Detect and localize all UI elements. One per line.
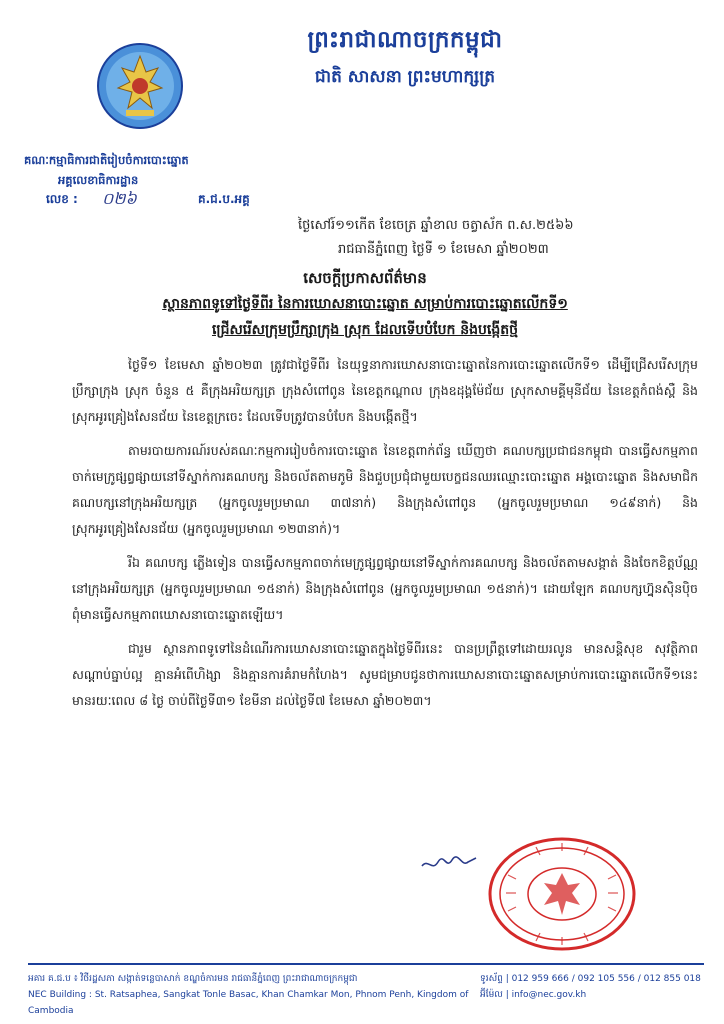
address-english: NEC Building : St. Ratsaphea, Sangkat Tonle Basac, Khan Chamkar Mon, Phnom Penh, Kingdom of Cambodia xyxy=(28,990,469,1016)
date-block xyxy=(298,214,698,262)
announcement-title xyxy=(40,265,690,343)
national-motto: ជាតិ សាសនា ព្រះមហាក្សត្រ xyxy=(314,67,496,87)
paragraph-1: ថ្ងៃទី១ ខែមេសា ឆ្នាំ២០២៣ ត្រូវជាថ្ងៃទីពីរ នៃយុទ្ធនាការឃោសនាបោះឆ្នោតនៃការបោះឆ្នោតលើកទី១ ដើម្បីជ្រើសរើសក្រុមប្រឹក្សាក្រុង ស្រុក ចំនួន ៥ គឺក្រុងអរិយក្សត្រ ក្រុងសំពៅពូន នៃខេត្តកណ្តាល ក្រុងឧដុង្គម៉ែជ័យ ស្រុកសាមគ្គីមុនីជ័យ នៃខេត្តកំពង់ស្ពឺ និងស្រុកអូរគ្រៀងសែនជ័យ នៃខេត្តក្រចេះ ដែលទើបត្រូវបានបំបែក និងបង្កើតថ្មី។ xyxy=(72,357,698,424)
kingdom-title: ព្រះរាជាណាចក្រកម្ពុជា xyxy=(307,27,503,53)
footer-address xyxy=(28,971,498,1019)
official-seal-icon xyxy=(486,835,638,953)
org-name: គណៈកម្មាធិការជាតិរៀបចំការបោះឆ្នោត xyxy=(24,153,189,167)
signature-initials xyxy=(420,854,480,874)
address-khmer: អគារ គ.ជ.ប ៖ វិថីរដ្ឋសភា សង្កាត់ទន្លេបាសាក់ ខណ្ឌចំការមន រាជធានីភ្នំពេញ ព្រះរាជាណាចក្រកម្ពុជា xyxy=(28,974,358,984)
ref-code: គ.ជ.ប.អគ្គ xyxy=(198,192,250,206)
title-line-2: ស្ថានភាពទូទៅថ្ងៃទីពីរ នៃការឃោសនាបោះឆ្នោត សម្រាប់ការបោះឆ្នោតលើកទី១ xyxy=(162,296,568,312)
lunar-date: ថ្ងៃសៅរ៍១១កើត ខែចេត្រ ឆ្នាំខាល ចត្វាស័ក ព.ស.២៥៦៦ xyxy=(298,218,574,233)
ref-label: លេខ : xyxy=(46,192,78,206)
contact-email: អ៊ីម៉ែល | info@nec.gov.kh xyxy=(480,990,587,1000)
contact-phone: ទូរស័ព្ទ | 012 959 666 / 092 105 556 / 012 855 018 xyxy=(480,974,701,984)
paragraph-4: ជារួម ស្ថានភាពទូទៅនៃដំណើរការឃោសនាបោះឆ្នោតក្នុងថ្ងៃទីពីរនេះ បានប្រព្រឹត្តទៅដោយរលូន មានសន្តិសុខ សុវត្ថិភាព សណ្តាប់ធ្នាប់ល្អ គ្មានអំពើហិង្សា និងគ្មានការគំរាមកំហែង។ សូមជម្រាបជូនថាការឃោសនាបោះឆ្នោតសម្រាប់ការបោះឆ្នោតលើកទី១នេះ មានរយៈពេល ៨ ថ្ងៃ ចាប់ពីថ្ងៃទី៣១ ខែមីនា ដល់ថ្ងៃទី៧ ខែមេសា ឆ្នាំ២០២៣។ xyxy=(72,641,698,708)
title-line-3: ជ្រើសរើសក្រុមប្រឹក្សាក្រុង ស្រុក ដែលទើបបំបែក និងបង្កើតថ្មី xyxy=(211,322,519,338)
footer-contact xyxy=(480,971,720,1003)
footer-divider xyxy=(28,963,704,965)
org-department: អគ្គលេខាធិការដ្ឋាន xyxy=(58,173,139,187)
reference-number xyxy=(24,189,284,211)
paragraph-2: តាមរបាយការណ៍របស់គណៈកម្មការរៀបចំការបោះឆ្នោត នៃខេត្តពាក់ព័ន្ធ ឃើញថា គណបក្សប្រជាជនកម្ពុជា បានធ្វើសកម្មភាពចាក់មេក្រូផ្សព្វផ្សាយនៅទីស្នាក់ការគណបក្ស និងចល័តតាមភូមិ និងជួបប្រជុំជាមួយបេក្ខជនឈរឈ្មោះបោះឆ្នោត អង្គបោះឆ្នោត និងសមាជិកគណបក្សនៅក្រុងអរិយក្សត្រ (អ្នកចូលរួមប្រមាណ ៣៧នាក់) និងក្រុងសំពៅពូន (អ្នកចូលរួមប្រមាណ ១៤៩នាក់) និងស្រុកអូរគ្រៀងសែនជ័យ (អ្នកចូលរួមប្រមាណ ១២៣នាក់)។ xyxy=(72,443,698,536)
paragraph-3: រីឯ គណបក្ស ភ្លើងទៀន បានធ្វើសកម្មភាពចាក់មេក្រូផ្សព្វផ្សាយនៅទីស្នាក់ការគណបក្ស និងចល័តតាមសង្កាត់ និងចែកខិត្តប័ណ្ណនៅក្រុងអរិយក្សត្រ (អ្នកចូលរួមប្រមាណ ១៥នាក់) និងក្រុងសំពៅពូន (អ្នកចូលរួមប្រមាណ ១៥នាក់)។ ដោយឡែក គណបក្សហ្វ៊ុនស៊ិនប៉ិច ពុំមានធ្វើសកម្មភាពឃោសនាបោះឆ្នោតឡើយ។ xyxy=(72,555,698,622)
title-line-1: សេចក្តីប្រកាសព័ត៌មាន xyxy=(303,269,427,287)
nec-emblem-icon xyxy=(96,42,184,130)
solar-date: រាជធានីភ្នំពេញ ថ្ងៃទី ១ ខែមេសា ឆ្នាំ២០២៣ xyxy=(338,242,549,257)
announcement-body xyxy=(72,352,698,722)
organization-block xyxy=(24,150,264,190)
ref-number: ០២៦ xyxy=(102,189,137,208)
